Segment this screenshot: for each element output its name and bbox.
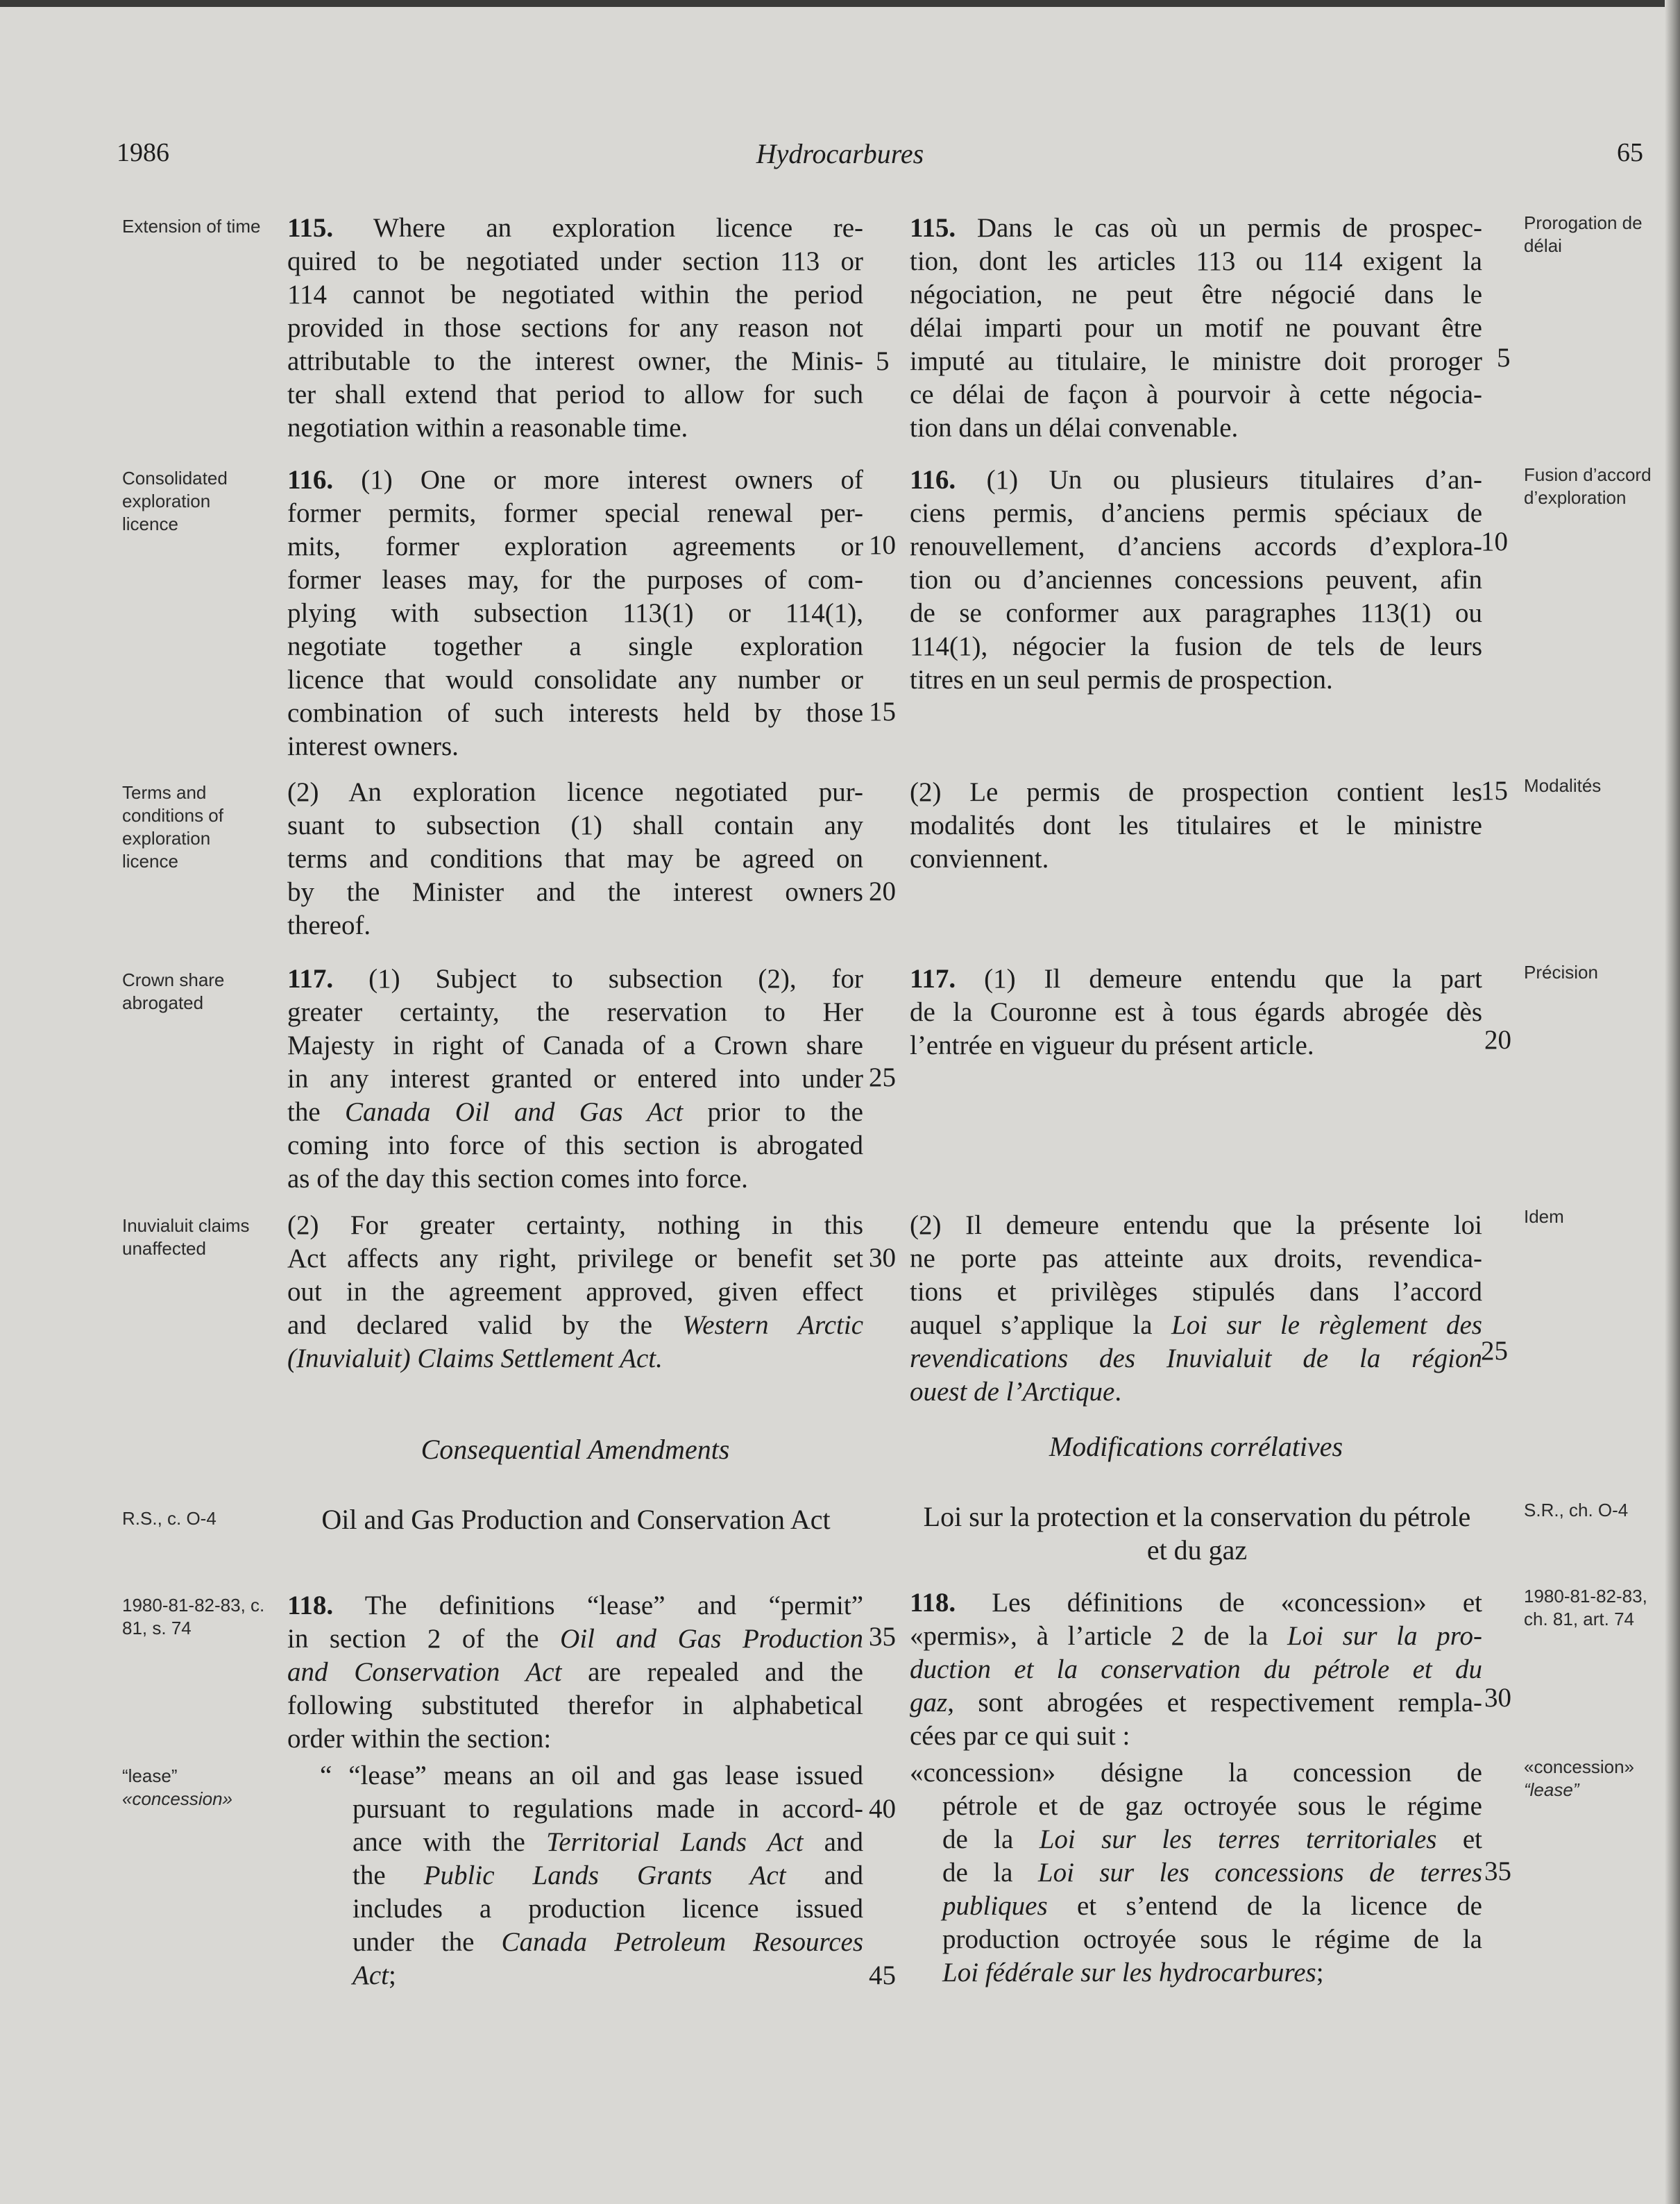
- fr-line-number: 35: [1484, 1856, 1511, 1886]
- en-section-117-1: 117. (1) Subject to subsection (2), for greater certainty, the reservation to Her Majesty in right of Canada of a Crown share in any interest granted or entered into under the Canada Oil and Gas Act prior to the coming into force of this section is abrogated as of the day this section comes into force.: [287, 964, 864, 1194]
- margin-note-s118-en: 1980-81-82-83, c. 81, s. 74: [122, 1595, 265, 1638]
- margin-note-concession-term-fr: «concession»: [1524, 1756, 1634, 1777]
- en-section-115: 115. Where an exploration licence re- quired to be negotiated under section 113 or 114 cannot be negotiated within the period provided in those sections for any reason not attributable to the interest owner, the Minis- ter shall extend that period to allow for such negotiation within a reasonable time.: [287, 213, 863, 443]
- en-s115-number: 115.: [287, 213, 334, 243]
- fr-act-name: Loi sur la protection et la conservation du pétrole et du gaz: [923, 1501, 1471, 1566]
- fr-line-number: 20: [1484, 1025, 1511, 1055]
- en-line-number: 40: [869, 1794, 896, 1824]
- margin-note-concession-term: «concession»: [122, 1788, 232, 1809]
- en-line-number: 20: [869, 876, 896, 906]
- en-line-number: 25: [869, 1062, 896, 1092]
- en-line-number: 35: [869, 1622, 896, 1652]
- en-section-116-2: (2) An exploration licence negotiated pur- suant to subsection (1) shall contain any terms and conditions that may be agreed on by the Minister and the interest owners thereof.: [287, 777, 863, 940]
- margin-note-rs-fr: S.R., ch. O-4: [1524, 1500, 1629, 1520]
- margin-note-rs-en: R.S., c. O-4: [122, 1508, 217, 1529]
- en-line-number: 45: [869, 1960, 896, 1990]
- en-s118-number: 118.: [287, 1591, 334, 1620]
- margin-note-s116-2-en: Terms and conditions of exploration licence: [122, 782, 223, 872]
- scan-top-edge: [0, 0, 1680, 7]
- margin-note-s117-2-en: Inuvialuit claims unaffected: [122, 1215, 250, 1259]
- header-title: Hydrocarbures: [756, 138, 924, 169]
- fr-heading-correlatives: Modifications corrélatives: [1049, 1431, 1343, 1462]
- margin-note-s115-fr: Prorogation de délai: [1524, 212, 1643, 256]
- margin-note-lease-term-fr: “lease”: [1524, 1779, 1579, 1800]
- en-section-118: 118. The definitions “lease” and “permit” in section 2 of the Oil and Gas Production and Conservation Act are repealed and the following substituted therefor in alphabetical order within the section:: [287, 1591, 864, 1754]
- fr-line-number: 5: [1497, 343, 1511, 373]
- en-section-117-2: (2) For greater certainty, nothing in this Act affects any right, privilege or benefit set out in the agreement approved, given effect and declared valid by the Western Arctic (Inuvialuit) Claims Settlement Act.: [287, 1210, 864, 1373]
- margin-note-s117-en: Crown share abrogated: [122, 969, 225, 1013]
- en-section-116-1: 116. (1) One or more interest owners of former permits, former special renewal per- mits, former exploration agreements or former leases may, for the purposes of com- plying with subsection 113(1) or 114(1), negotiate together a single exploration licence that would consolidate any number or combination of such interests held by those interest owners.: [287, 465, 864, 761]
- en-line-number: 30: [869, 1243, 896, 1273]
- header-page-number: 65: [1617, 138, 1643, 167]
- margin-note-s117-fr: Précision: [1524, 962, 1598, 983]
- margin-note-concession-fr: [1524, 1756, 1670, 1802]
- en-s117-number: 117.: [287, 964, 334, 994]
- fr-line-number: 30: [1484, 1683, 1511, 1713]
- fr-s117-number: 117.: [910, 964, 956, 994]
- margin-note-lease-term: “lease”: [122, 1765, 178, 1786]
- fr-section-115: 115. Dans le cas où un permis de prospec- tion, dont les articles 113 ou 114 exigent la négociation, ne peut être négocié dans le délai imparti pour un motif ne pouvant être imputé au titulaire, le ministre doit proroger ce délai de façon à pourvoir à cette négocia- tion dans un délai convenable.: [910, 213, 1483, 443]
- fr-line-number: 25: [1481, 1336, 1508, 1366]
- scan-page-edge: [1665, 0, 1680, 2204]
- en-line-number: 10: [869, 530, 896, 560]
- margin-note-s118-fr: 1980-81-82-83, ch. 81, art. 74: [1524, 1586, 1647, 1629]
- en-line-number: 15: [869, 697, 896, 727]
- margin-note-s116-fr: Fusion d’accord d’exploration: [1524, 464, 1652, 508]
- margin-note-s116-en: Consolidated exploration licence: [122, 468, 228, 534]
- en-definition-lease: “ “lease” means an oil and gas lease issued pursuant to regulations made in accord- ance with the Territorial Lands Act and the Public Lands Grants Act and includes a production licence issued under the Canada Petroleum Resources Act;: [320, 1761, 863, 1990]
- en-act-name: Oil and Gas Production and Conservation Act: [321, 1504, 831, 1535]
- en-heading-consequential: Consequential Amendments: [421, 1434, 730, 1465]
- header-year: 1986: [117, 138, 169, 167]
- margin-note-s116-2-fr: Modalités: [1524, 775, 1602, 796]
- fr-section-118: 118. Les définitions de «concession» et «permis», à l’article 2 de la Loi sur la pro- duction et la conservation du pétrole et du gaz, sont abrogées et respectivement rempla- cées par ce qui suit :: [910, 1588, 1483, 1751]
- en-line-number: 5: [876, 346, 890, 376]
- fr-line-number: 15: [1481, 776, 1508, 806]
- fr-section-116-2: (2) Le permis de prospection contient les modalités dont les titulaires et le ministre conviennent.: [910, 777, 1482, 874]
- margin-note-lease-en: [122, 1765, 268, 1811]
- fr-definition-concession: «concession» désigne la concession de pétrole et de gaz octroyée sous le régime de la Loi sur les terres territoriales et de la Loi sur les concessions de terres publiques et s’entend de la licence de production octroyée sous le régime de la Loi fédérale sur les hydrocarbures;: [910, 1758, 1482, 1987]
- fr-section-117-2: (2) Il demeure entendu que la présente loi ne porte pas atteinte aux droits, revendica- tions et privilèges stipulés dans l’accord auquel s’applique la Loi sur le règlement des revendications des Inuvialuit de la région ouest de l’Arctique.: [910, 1210, 1482, 1407]
- fr-s116-number: 116.: [910, 465, 956, 495]
- margin-note-s117-2-fr: Idem: [1524, 1206, 1564, 1227]
- en-s116-number: 116.: [287, 465, 334, 495]
- fr-section-117-1: 117. (1) Il demeure entendu que la part de la Couronne est à tous égards abrogée dès l’entrée en vigueur du présent article.: [910, 964, 1482, 1060]
- fr-s118-number: 118.: [910, 1588, 956, 1618]
- margin-note-s115-en: Extension of time: [122, 216, 261, 237]
- fr-s115-number: 115.: [910, 213, 956, 243]
- fr-section-116-1: 116. (1) Un ou plusieurs titulaires d’an- ciens permis, d’anciens permis spéciaux de renouvellement, d’anciens accords d’explora- tion ou d’anciennes concessions peuvent, afin de se conformer aux paragraphes 113(1) ou 114(1), négocier la fusion de tels de leurs titres en un seul permis de prospection.: [910, 465, 1482, 695]
- fr-line-number: 10: [1481, 527, 1508, 557]
